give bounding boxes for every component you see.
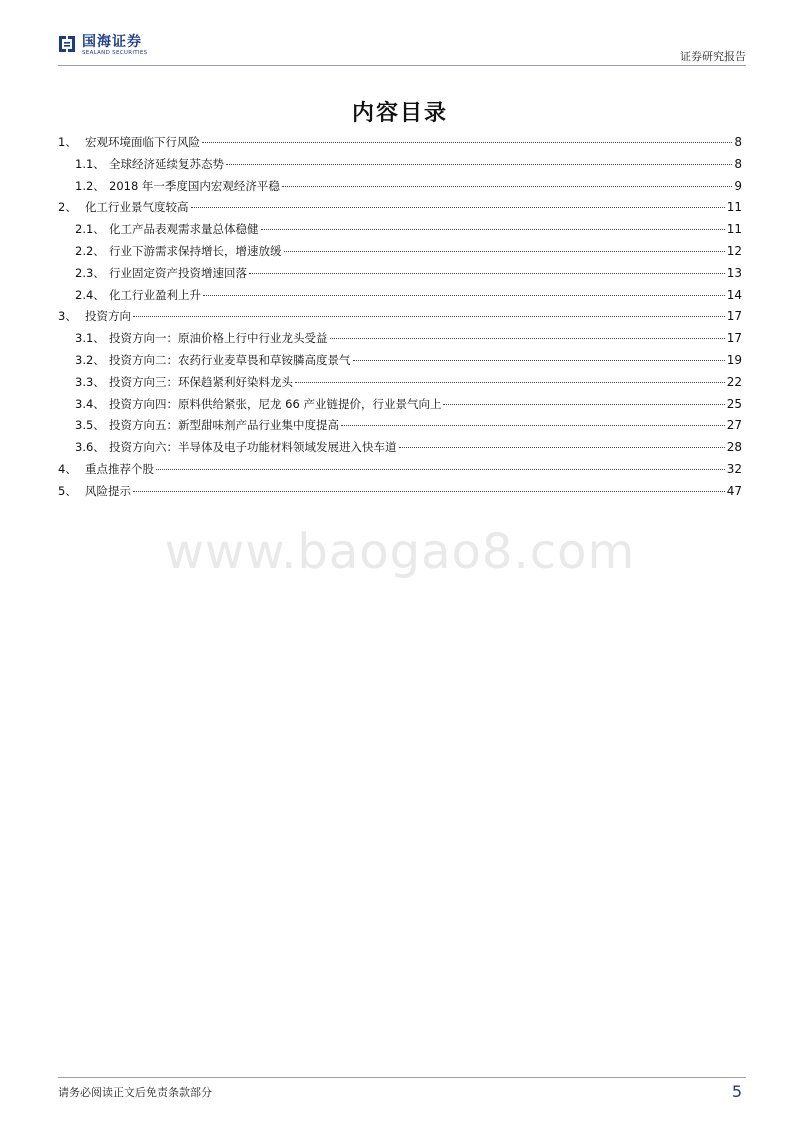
toc-entry[interactable]: [58, 374, 742, 396]
toc-entry-number: 2、: [58, 200, 77, 215]
toc-entry[interactable]: [58, 352, 742, 374]
toc-entry-title: 投资方向四：原料供给紧张，尼龙 66 产业链提价，行业景气向上: [109, 396, 442, 411]
toc-entry-title: 投资方向五：新型甜味剂产品行业集中度提高: [109, 418, 339, 433]
toc-entry[interactable]: [58, 221, 742, 243]
header-divider: [58, 65, 746, 66]
toc-dot-leader: [261, 229, 725, 230]
toc-entry-page: 11: [726, 222, 742, 237]
toc-entry-page: 28: [726, 440, 742, 455]
toc-entry-title: 投资方向三：环保趋紧利好染料龙头: [109, 374, 293, 389]
toc-entry[interactable]: [58, 439, 742, 461]
toc-entry[interactable]: [58, 417, 742, 439]
logo-chinese-name: 国海证券: [82, 34, 142, 50]
toc-entry-title: 风险提示: [85, 483, 131, 498]
toc-entry-number: 3.5、: [75, 418, 105, 433]
toc-entry-page: 11: [726, 200, 742, 215]
toc-entry-page: 27: [726, 418, 742, 433]
toc-entry-title: 化工产品表观需求量总体稳健: [109, 222, 259, 237]
toc-entry-number: 2.4、: [75, 287, 105, 302]
toc-entry[interactable]: [58, 243, 742, 265]
toc-entry-number: 3.2、: [75, 352, 105, 367]
toc-entry-title: 投资方向二：农药行业麦草畏和草铵膦高度景气: [109, 352, 351, 367]
toc-dot-leader: [191, 207, 725, 208]
footer-divider: [58, 1077, 746, 1078]
toc-entry-title: 化工行业盈利上升: [109, 287, 201, 302]
toc-entry-page: 13: [726, 265, 742, 280]
toc-dot-leader: [341, 425, 725, 426]
toc-dot-leader: [399, 447, 725, 448]
toc-entry-title: 投资方向六：半导体及电子功能材料领域发展进入快车道: [109, 440, 397, 455]
toc-entry-number: 3.6、: [75, 440, 105, 455]
toc-dot-leader: [133, 316, 725, 317]
toc-entry-number: 2.3、: [75, 265, 105, 280]
toc-dot-leader: [330, 338, 725, 339]
toc-dot-leader: [156, 469, 725, 470]
toc-entry[interactable]: [58, 330, 742, 352]
toc-entry-number: 4、: [58, 461, 77, 476]
watermark: www.baogao8.com: [164, 524, 636, 580]
toc-entry-title: 行业下游需求保持增长，增速放缓: [109, 243, 282, 258]
toc-entry-title: 投资方向: [85, 309, 131, 324]
toc-entry-page: 32: [726, 461, 742, 476]
toc-entry-page: 17: [726, 309, 742, 324]
toc-entry-title: 重点推荐个股: [85, 461, 154, 476]
toc-entry-page: 25: [726, 396, 742, 411]
toc-entry-number: 1、: [58, 135, 77, 149]
toc-entry[interactable]: [58, 134, 742, 156]
toc-title: 内容目录: [351, 101, 448, 126]
page-number: 5: [731, 1082, 742, 1101]
toc-entry-number: 2.1、: [75, 222, 105, 237]
toc-entry[interactable]: [58, 178, 742, 200]
toc-dot-leader: [443, 404, 724, 405]
page-header: [58, 34, 746, 64]
toc-entry-page: 8: [734, 135, 742, 149]
toc-entry[interactable]: [58, 287, 742, 309]
toc-dot-leader: [249, 273, 725, 274]
toc-entry-title: 投资方向一：原油价格上行中行业龙头受益: [109, 331, 328, 346]
toc-entry-page: 14: [726, 287, 742, 302]
toc-entry-page: 9: [734, 178, 742, 193]
footer-disclaimer: 请务必阅读正文后免责条款部分: [58, 1086, 212, 1099]
toc-entry[interactable]: [58, 483, 742, 505]
toc-dot-leader: [282, 186, 732, 187]
toc-entry-title: 宏观环境面临下行风险: [85, 135, 200, 149]
logo-english-name: SEALAND SECURITIES: [82, 50, 148, 56]
toc-dot-leader: [353, 360, 725, 361]
toc-entry-number: 2.2、: [75, 243, 105, 258]
toc-entry-title: 2018 年一季度国内宏观经济平稳: [109, 178, 280, 193]
toc-entry[interactable]: [58, 461, 742, 483]
report-type-label: 证券研究报告: [680, 50, 746, 63]
toc-entry-number: 1.1、: [75, 156, 105, 171]
toc-entry-number: 3.3、: [75, 374, 105, 389]
toc-dot-leader: [284, 251, 725, 252]
toc-entry-title: 全球经济延续复苏态势: [109, 156, 224, 171]
sealand-logo-icon: [58, 34, 76, 54]
toc-entry-title: 行业固定资产投资增速回落: [109, 265, 247, 280]
toc-entry-number: 1.2、: [75, 178, 105, 193]
toc-entry-page: 19: [726, 352, 742, 367]
toc-entry[interactable]: [58, 265, 742, 287]
toc-entry-page: 22: [726, 374, 742, 389]
toc-entry-number: 5、: [58, 483, 77, 498]
company-logo: [58, 34, 147, 57]
toc-entry-number: 3、: [58, 309, 77, 324]
toc-entry[interactable]: [58, 199, 742, 221]
toc-dot-leader: [295, 382, 725, 383]
toc-entry-page: 47: [726, 483, 742, 498]
toc-entry-number: 3.1、: [75, 331, 105, 346]
toc-entry-page: 17: [726, 331, 742, 346]
toc-entry-page: 12: [726, 243, 742, 258]
toc-entry[interactable]: [58, 308, 742, 330]
toc-entry-title: 化工行业景气度较高: [85, 200, 189, 215]
toc-entry-number: 3.4、: [75, 396, 105, 411]
toc-dot-leader: [202, 142, 732, 143]
toc-entry[interactable]: [58, 156, 742, 178]
toc-dot-leader: [203, 295, 725, 296]
table-of-contents: [58, 134, 742, 505]
toc-dot-leader: [133, 491, 725, 492]
toc-entry-page: 8: [734, 156, 742, 171]
toc-dot-leader: [226, 164, 732, 165]
toc-entry[interactable]: [58, 396, 742, 418]
